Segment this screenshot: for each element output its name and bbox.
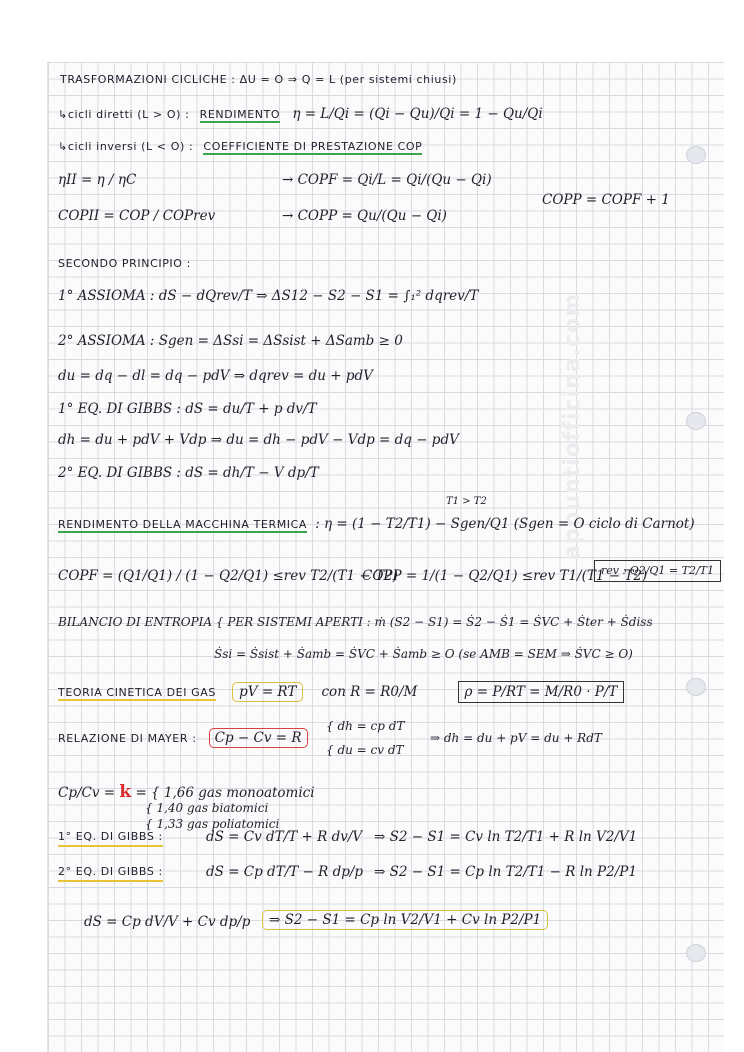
label-mayer: RELAZIONE DI MAYER :	[58, 732, 197, 745]
note-line-inverse-cycles	[58, 139, 422, 155]
formula-dh-relation: ⇒ dh = du + pV = du + RdT	[430, 731, 602, 745]
formula-mayer: Cp − Cv = R	[209, 728, 308, 748]
formula-delta-s-cp: ⇒ S2 − S1 = Cp ln T2/T1 − R ln P2/P1	[374, 864, 637, 880]
watermark-text: appuntiofficina.com	[560, 292, 585, 560]
formula-cop-relation: COPP = COPF + 1	[542, 192, 670, 208]
note-line-cyclic: TRASFORMAZIONI CICLICHE : ΔU = O ⇒ Q = L (per sistemi chiusi)	[60, 73, 457, 86]
highlight-efficiency: RENDIMENTO	[199, 108, 281, 121]
formula-text: Cp/Cv =	[58, 785, 120, 801]
formula-first-axiom: 1° ASSIOMA : dS − dQrev/T ⇒ ΔS12 − S2 − S1 = ∫₁² dqrev/T	[58, 288, 479, 304]
formula-cop-heatpump: → COPP = Qu/(Qu − Qi)	[282, 208, 447, 224]
formula-second-axiom: 2° ASSIOMA : Sgen = ΔSsi = ΔSsist + ΔSamb ≥ 0	[58, 333, 403, 349]
formula-second-law-efficiency: ηII = η / ηC	[58, 172, 137, 188]
formula-ds-mixed: dS = Cp dV/V + Cv dp/p	[84, 914, 251, 930]
punch-hole-icon	[686, 678, 706, 696]
formula-entropy-balance-2: Ṡsi = Ṡsist + Ṡamb = ṠVC + Ṡamb ≥ O (se AMB = SEM ⇒ ṠVC ≥ O)	[214, 647, 633, 661]
polyatomic-value: { 1,33 gas poliatomici	[145, 817, 280, 831]
note-line-heat-engine	[58, 516, 695, 533]
note-line-direct-cycles	[58, 106, 543, 123]
symbol-k: k	[119, 782, 132, 802]
punch-hole-icon	[686, 412, 706, 430]
highlight-cop: COEFFICIENTE DI PRESTAZIONE COP	[203, 140, 423, 153]
formula-copp-bound: COPP = 1/(1 − Q2/Q1) ≤rev T1/(T1 − T2)	[362, 568, 648, 584]
formula-density: ρ = P/RT = M/R0 · P/T	[458, 681, 625, 703]
formula-internal-energy: du = dq − dl = dq − pdV ⇒ dqrev = du + pdV	[58, 368, 373, 384]
highlight-gibbs-2: 2° EQ. DI GIBBS :	[58, 864, 163, 882]
formula-text: = { 1,66 gas monoatomici	[131, 785, 315, 801]
formula-ds-cp: dS = Cp dT/T − R dp/p	[206, 864, 364, 880]
formula-du: { du = cv dT	[326, 743, 404, 757]
formula-cop-refrigerator: → COPF = Qi/L = Qi/(Qu − Qi)	[282, 172, 492, 188]
highlight-heat-engine: RENDIMENTO DELLA MACCHINA TERMICA	[58, 518, 308, 531]
note-line-kinetic-theory	[58, 684, 624, 701]
formula-copf-bound: COPF = (Q1/Q1) / (1 − Q2/Q1) ≤rev T2/(T1 − T2)	[58, 568, 398, 584]
annotation-temperatures: T1 > T2	[446, 496, 487, 507]
formula-gibbs-first: 1° EQ. DI GIBBS : dS = du/T + p dv/T	[58, 401, 317, 417]
boxed-reversible-ratio: rev : Q2/Q1 = T2/T1	[594, 560, 721, 582]
highlight-kinetic-theory: TEORIA CINETICA DEI GAS	[58, 686, 216, 699]
section-second-principle: SECONDO PRINCIPIO :	[58, 257, 191, 270]
formula-efficiency: η = L/Qi = (Qi − Qu)/Qi = 1 − Qu/Qi	[292, 106, 543, 122]
formula-heat-engine: : η = (1 − T2/T1) − Sgen/Q1 (Sgen = O ciclo di Carnot)	[315, 516, 695, 532]
formula-dh: { dh = cp dT	[326, 719, 405, 733]
formula-gibbs-second: 2° EQ. DI GIBBS : dS = dh/T − V dp/T	[58, 465, 319, 481]
note-text: ↳cicli inversi (L < O) :	[58, 140, 194, 153]
highlight-gibbs-1: 1° EQ. DI GIBBS :	[58, 829, 163, 847]
formula-delta-s-cv: ⇒ S2 − S1 = Cv ln T2/T1 + R ln V2/V1	[374, 829, 638, 845]
formula-delta-s-mixed: ⇒ S2 − S1 = Cp ln V2/V1 + Cv ln P2/P1	[262, 910, 548, 930]
formula-ds-cv: dS = Cv dT/T + R dv/V	[206, 829, 363, 845]
punch-hole-icon	[686, 944, 706, 962]
formula-enthalpy: dh = du + pdV + Vdp ⇒ du = dh − pdV − Vdp = dq − pdV	[58, 432, 459, 448]
note-line-mayer	[58, 730, 308, 747]
note-text: ↳cicli diretti (L > O) :	[58, 108, 190, 121]
diatomic-value: { 1,40 gas biatomici	[145, 801, 269, 815]
punch-hole-icon	[686, 146, 706, 164]
formula-gas-constant: con R = R0/M	[321, 684, 418, 700]
formula-ideal-gas: pV = RT	[232, 682, 303, 702]
formula-heat-ratio	[58, 784, 315, 801]
formula-entropy-balance: BILANCIO DI ENTROPIA { PER SISTEMI APERTI : ṁ (S2 − S1) = Ṡ2 − Ṡ1 = ṠVC + Ṡter + Ṡdiss	[58, 615, 653, 629]
formula-cop-second-law: COPII = COP / COPrev	[58, 208, 216, 224]
